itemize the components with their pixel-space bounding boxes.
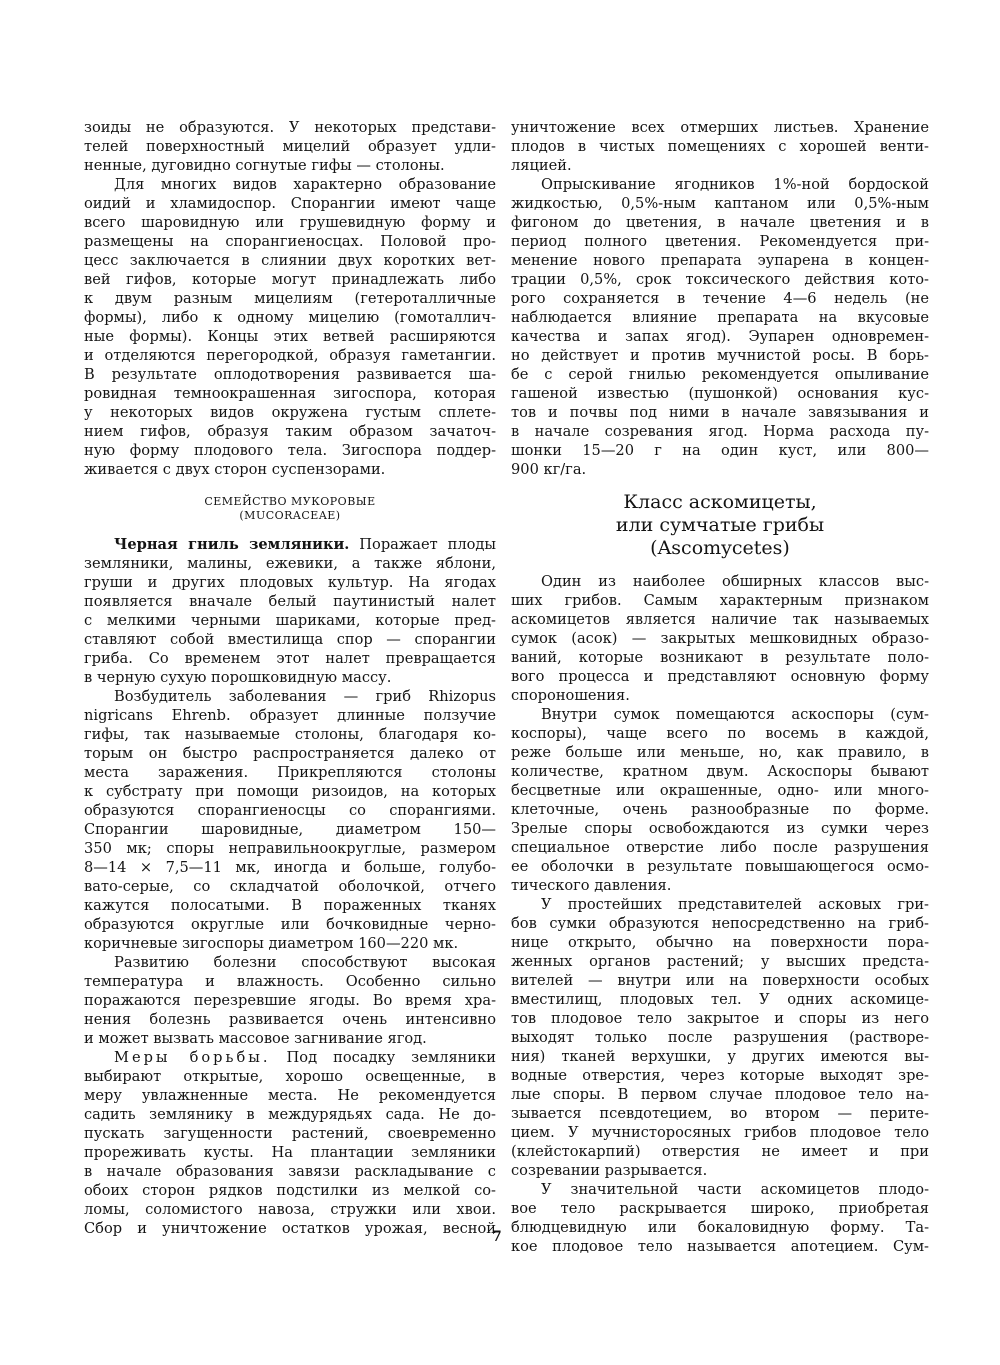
text-line: прореживать кусты. На плантации земляники	[84, 1144, 496, 1161]
text-line: обоих сторон рядков подстилки из мелкой со-	[84, 1182, 496, 1199]
paragraph-black-rot	[84, 535, 496, 687]
text-line: бе с серой гнилью рекомендуется опыливание	[511, 366, 929, 383]
page-number: 7	[492, 1229, 502, 1245]
text-line: клеточные, очень разнообразные по форме.	[511, 801, 929, 818]
text-line: ваний, которые возникают в результате поло-	[511, 649, 929, 666]
class-heading	[511, 491, 929, 560]
text-line: ших грибов. Самым характерным признаком	[511, 592, 929, 609]
text-line: уничтожение всех отмерших листьев. Хранение	[511, 119, 929, 136]
text-line: ломы, соломистого навоза, стружки или хвои.	[84, 1201, 496, 1218]
text-line: У простейших представителей асковых гри-	[541, 896, 929, 913]
text-line: лые споры. В первом случае плодовое тело на-	[511, 1086, 929, 1103]
paragraph-storage	[511, 118, 929, 175]
text-line: 900 кг/га.	[511, 461, 587, 478]
text-line: созревании разрывается.	[511, 1162, 708, 1179]
text-line: Меры борьбы. Под посадку земляники	[114, 1049, 496, 1066]
text-line: всего шаровидную или грушевидную форму и	[84, 214, 496, 231]
text-line: Один из наиболее обширных классов выс-	[541, 573, 929, 590]
text-line: телей поверхностный мицелий образует удли-	[84, 138, 496, 155]
text-line: выходят только после разрушения (растворе-	[511, 1029, 929, 1046]
text-line: специальное отверстие либо после разрушения	[511, 839, 929, 856]
text-line: вое тело раскрывается широко, приобретая	[511, 1200, 929, 1217]
text-line: садить землянику в междурядьях сада. Не до-	[84, 1106, 496, 1123]
text-line: ее оболочки в результате повышающегося осмо-	[511, 858, 929, 875]
text-line: гашеной известью (пушонкой) основания кус-	[511, 385, 929, 402]
left-column	[84, 118, 496, 1238]
text-line: (клейстокарпий) отверстия не имеет и при	[511, 1143, 929, 1160]
paragraph-control-measures	[84, 1048, 496, 1238]
text-line: Возбудитель заболевания — гриб Rhizopus	[114, 688, 496, 705]
text-line: поражаются перезревшие ягоды. Во время хра-	[84, 992, 496, 1009]
text-line: пускать загущенности растений, своевременно	[84, 1125, 496, 1142]
text-line: к двум разным мицелиям (гетероталличные	[84, 290, 496, 307]
paragraph-apothecium	[511, 1180, 929, 1256]
text-line: Для многих видов характерно образование	[114, 176, 496, 193]
text-line: земляники, малины, ежевики, а также яблони,	[84, 555, 496, 572]
text-line: реже больше или меньше, но, как правило, в	[511, 744, 929, 761]
text-line: цием. У мучнисторосяных грибов плодовое тело	[511, 1124, 929, 1141]
text-line: температура и влажность. Особенно сильно	[84, 973, 496, 990]
text-line: сумок (асок) — закрытых мешковидных образо-	[511, 630, 929, 647]
paragraph-ascomycetes-intro	[511, 572, 929, 705]
text-line: Развитию болезни способствуют высокая	[114, 954, 496, 971]
text-line: nigricans Ehrenb. образует длинные ползучие	[84, 707, 496, 724]
text-line: рого сохраняется в течение 4—6 недель (не	[511, 290, 929, 307]
text-line: блюдцевидную или бокаловидную форму. Та-	[511, 1219, 929, 1236]
text-line: вей гифов, которые могут принадлежать либо	[84, 271, 496, 288]
text-line: вителей — внутри или на поверхности особых	[511, 972, 929, 989]
text-line: Черная гниль земляники. Поражает плоды	[114, 536, 496, 553]
paragraph-ascospores	[511, 705, 929, 895]
text-line: нием гифов, образуя таким образом зачаточ-	[84, 423, 496, 440]
text-line: нения болезнь развивается очень интенсивно	[84, 1011, 496, 1028]
text-line: меру увлажненные места. Не рекомендуется	[84, 1087, 496, 1104]
text-line: нице открыто, обычно на поверхности пора-	[511, 934, 929, 951]
text-line: Спорангии шаровидные, диаметром 150—	[84, 821, 496, 838]
class-heading-line: Класс аскомицеты,	[623, 491, 817, 513]
text-line: но действует и против мучнистой росы. В борь-	[511, 347, 929, 364]
text-line: выбирают открытые, хорошо освещенные, в	[84, 1068, 496, 1085]
text-line: трации 0,5%, срок токсического действия кото-	[511, 271, 929, 288]
paragraph-spraying	[511, 175, 929, 479]
text-line: кажутся полосатыми. В пораженных тканях	[84, 897, 496, 914]
class-heading-line: или сумчатые грибы	[615, 514, 825, 536]
text-line: вместилищ, плодовых тел. У одних аскомице-	[511, 991, 929, 1008]
text-line: и может вызвать массовое загнивание ягод.	[84, 1030, 427, 1047]
text-line: груши и других плодовых культур. На ягодах	[84, 574, 496, 591]
text-line: Внутри сумок помещаются аскоспоры (сум-	[541, 706, 929, 723]
text-line: шонки 15—20 г на один куст, или 800—	[511, 442, 929, 459]
text-line: фигоном до цветения, в начале цветения и в	[511, 214, 929, 231]
text-line: места заражения. Прикрепляются столоны	[84, 764, 496, 781]
text-line: и отделяются перегородкой, образуя гаметангии.	[84, 347, 496, 364]
text-line: плодов в чистых помещениях с хорошей венти-	[511, 138, 929, 155]
disease-name: Черная гниль земляники.	[114, 536, 350, 553]
text-line: размещены на спорангиеносцах. Половой про-	[84, 233, 496, 250]
text-line: тов и почвы под ними в начале завязывания и	[511, 404, 929, 421]
text-line: в начале созревания ягод. Норма расхода пу-	[511, 423, 929, 440]
paragraph-pathogen	[84, 687, 496, 953]
text-line: с мелкими черными шариками, которые пред-	[84, 612, 496, 629]
text-line: коричневые зигоспоры диаметром 160—220 мк.	[84, 935, 459, 952]
text-line: водные отверстия, через которые выходят зре-	[511, 1067, 929, 1084]
text-line: у некоторых видов окружена густым сплете-	[84, 404, 496, 421]
family-latin-heading: (MUCORACEAE)	[239, 509, 341, 522]
text-line: торым он быстро распространяется далеко от	[84, 745, 496, 762]
text-line: образуются округлые или бочковидные черно-	[84, 916, 496, 933]
right-column	[511, 118, 929, 1256]
text-line: зоиды не образуются. У некоторых представи-	[84, 119, 496, 136]
text-line: ровидная темноокрашенная зигоспора, которая	[84, 385, 496, 402]
text-line: к субстрату при помощи ризоидов, на которых	[84, 783, 496, 800]
text-line: ставляют собой вместилища спор — спорангии	[84, 631, 496, 648]
text-line: ляцией.	[511, 157, 572, 174]
paragraph-conditions	[84, 953, 496, 1048]
text-line: количестве, кратном двум. Аскоспоры бывают	[511, 763, 929, 780]
text-line: В результате оплодотворения развивается ша-	[84, 366, 496, 383]
family-heading: СЕМЕЙСТВО МУКОРОВЫЕ	[204, 495, 376, 508]
text-line: вого процесса и представляют основную форму	[511, 668, 929, 685]
text-line: формы), либо к одному мицелию (гомоталлич-	[84, 309, 496, 326]
paragraph-zoids	[84, 118, 496, 175]
text-line: тического давления.	[511, 877, 672, 894]
text-line: коспоры), чаще всего по восемь в каждой,	[511, 725, 929, 742]
text-line: зывается псевдотецием, во втором — перите-	[511, 1105, 929, 1122]
text-line: менение нового препарата эупарена в концен-	[511, 252, 929, 269]
text-line: наблюдается влияние препарата на вкусовые	[511, 309, 929, 326]
text-line: гриба. Со временем этот налет превращается	[84, 650, 496, 667]
text-line: появляется вначале белый паутинистый налет	[84, 593, 496, 610]
text-line: образуются спорангиеносцы со спорангиями.	[84, 802, 496, 819]
text-line: тов плодовое тело закрытое и споры из него	[511, 1010, 929, 1027]
text-line: женных органов растений; у высших предста-	[511, 953, 929, 970]
text-line: в черную сухую порошковидную массу.	[84, 669, 392, 686]
text-line: ные формы). Концы этих ветвей расширяются	[84, 328, 496, 345]
text-line: цесс заключается в слиянии двух коротких вет-	[84, 252, 496, 269]
text-line: ненные, дуговидно согнутые гифы — столоны.	[84, 157, 445, 174]
text-line: ния) тканей верхушки, у других имеются вы-	[511, 1048, 929, 1065]
text-line: бов сумки образуются непосредственно на гриб-	[511, 915, 929, 932]
text-line: жидкостью, 0,5%-ным каптаном или 0,5%-ным	[511, 195, 929, 212]
paragraph-fruiting-bodies	[511, 895, 929, 1180]
text-line: Опрыскивание ягодников 1%-ной бордоской	[541, 176, 929, 193]
text-line: спороношения.	[511, 687, 630, 704]
text-line: бесцветные или окрашенные, одно- или много-	[511, 782, 929, 799]
text-line: Сбор и уничтожение остатков урожая, весной	[84, 1220, 496, 1237]
text-line: живается с двух сторон суспензорами.	[84, 461, 386, 478]
text-line: вато-серые, со складчатой оболочкой, отчего	[84, 878, 496, 895]
text-line: 350 мк; споры неправильноокруглые, размером	[84, 840, 496, 857]
text-line: Зрелые споры освобождаются из сумки через	[511, 820, 929, 837]
class-heading-line: (Ascomycetes)	[650, 537, 790, 559]
text-line: период полного цветения. Рекомендуется при-	[511, 233, 929, 250]
text-line: кое плодовое тело называется апотецием. Сум-	[511, 1238, 929, 1255]
paragraph-sporangia	[84, 175, 496, 479]
text-line: оидий и хламидоспор. Спорангии имеют чаще	[84, 195, 496, 212]
text-line: качества и запах ягод). Эупарен одновремен-	[511, 328, 929, 345]
control-measures-lead: Меры борьбы.	[114, 1049, 271, 1066]
text-line: гифы, так называемые столоны, благодаря ко-	[84, 726, 496, 743]
text-line: 8—14 × 7,5—11 мк, иногда и больше, голубо-	[84, 859, 496, 876]
text-line: ную форму плодового тела. Зигоспора поддер-	[84, 442, 496, 459]
text-line: аскомицетов является наличие так называемых	[511, 611, 929, 628]
text-line: У значительной части аскомицетов плодо-	[541, 1181, 929, 1198]
text-line: в начале образования завязи раскладывание с	[84, 1163, 496, 1180]
